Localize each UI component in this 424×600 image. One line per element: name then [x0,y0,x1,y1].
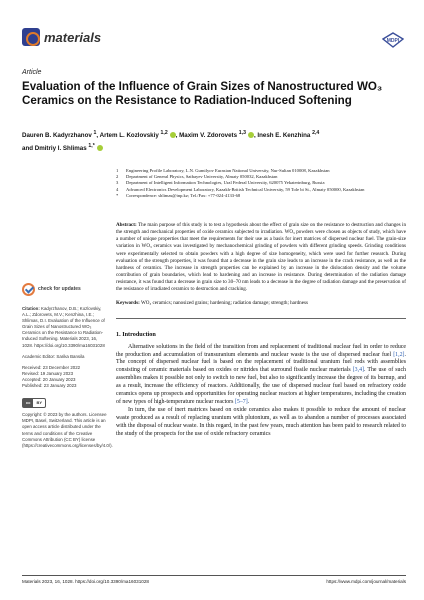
page-footer [22,575,406,584]
author[interactable]: Maxim V. Zdorovets $^{1,3}$ [179,130,246,140]
orcid-icon[interactable] [170,132,176,138]
affiliation-item: 1 Engineering Profile Laboratory, L.N. Gumilyov Eurasian National University, Nur-Sultan 010008, Kazakhstan [116,168,330,173]
footer-citation[interactable]: Materials 2023, 16, 1028. https://doi.org/10.3390/ma16031028 [22,579,149,584]
orcid-icon[interactable] [97,145,103,151]
publication-dates [22,365,108,389]
journal-logo [22,28,101,46]
section-heading: 1. Introduction [116,330,156,338]
author[interactable]: Artem L. Kozlovskiy $^{1,2}$ [99,130,168,140]
main-content [116,222,406,439]
author[interactable]: Dauren B. Kadyrzhanov $^1$ [22,130,97,140]
abstract: Abstract: The main purpose of this study is to test a hypothesis about the effect of grain size on the resistance to destruction and changes in the strength and mechanical properties of oxide ceramics subjected to irradiation. WO₃ powders were chosen as objects of study, which have a number of unique properties that meet the requirements for their use as a basis for inert matrices of dispersed nuclear fuel. The grain-size variation in WO₃ ceramics was investigated by mechanochemical grinding of powders with different grinding speeds. Grinding conditions were experimentally selected to obtain powders with a high degree of size homogeneity, which were used for further research. During evaluation of the strength properties, it was found that a decrease in the grain size leads to an increase in the crack resistance, as well as the hardness of ceramics. The increase in strength properties can be explained by an increase in the dislocation density and the volume contribution of grain boundaries, which lead to hardening and an increase in resistance. During determination of the radiation damage resistance, it was found that a decrease in grain size to 30–70 nm leads to a decrease in the degree of radiation damage and the preservation of the resistance of irradiated ceramics to destruction and cracking. [116,222,406,293]
article-type: Article [22,69,42,76]
paragraph: In turn, the use of inert matrices based on oxide ceramics also makes it possible to reduce the amount of nuclear waste produced as a result of replacing uranium with plutonium, as well as to abandon a number of processes associated with the disposal of nuclear waste. In this regard, in the past few years, much attention has been paid to research related to the study of the prospects for the use of oxide refractory ceramics [116,407,406,438]
author[interactable]: Inesh E. Kenzhina $^{2,4}$ [257,130,320,140]
affiliation-list [116,168,406,199]
author-list: Dauren B. Kadyrzhanov $^1$, Artem L. Kozlovskiy $^{1,2}$ , Maxim V. Zdorovets $^{1,3}$ , Inesh E. Kenzhina $^{2,4}$ and Dmitriy I. Shlimas $^{1,*}$ [22,130,320,153]
journal-name: materials [44,29,102,45]
author[interactable]: Dmitriy I. Shlimas $^{1,*}$ [34,143,95,153]
date-revised: Revised: 19 January 2023 [22,370,74,376]
materials-logo-icon [22,28,40,46]
citation-link[interactable]: [3,4] [352,367,365,374]
date-received: Received: 23 December 2022 [22,364,81,370]
page-header [22,24,406,54]
affiliation-item: 3 Department of Intelligent Information Technologies, Ural Federal University, 620075 Yekaterinburg, Russia [116,180,325,186]
divider [116,318,406,319]
citation-block: Citation: Kadyrzhanov, D.B.; Kozlovskiy, A.L.; Zdorovets, M.V.; Kenzhina, I.E.; Shlimas, D.I. Evaluation of the Influence of Grain Sizes of Nanostructured WO₃ Ceramics on the Resistance to Radiation-Induced Softening. Materials 2023, 16, 1028. https://doi.org/10.3390/ma16031028 [22,306,105,348]
academic-editor: Academic Editor: Sarika Bansila [22,353,85,359]
article-sidebar [22,283,113,454]
check-updates-icon [22,283,35,296]
check-for-updates-button[interactable]: check for updates [22,283,108,296]
paragraph: Alternative solutions in the field of the transition from and replacement of traditional nuclear fuel in order to reduce the production and accumulation of transuranium elements and nuclear waste is the use of dispersed nuclear fuel [1,2]. The concept of dispersed nuclear fuel is based on the replacement of traditional uranium fuel rods with assemblies consisting of ceramic materials based on oxides or nitrides that surround fissile nuclear materials [3,4]. The use of such assemblies makes it possible not only to switch to new fuel, but also to significantly increase the degree of its burnup, and as a result, increase the efficiency of reactors. Additionally, the use of dispersed nuclear fuel based on refractory oxide ceramics opens up prospects and opportunities for operating nuclear reactors at higher temperatures, including the creation of new types of high-temperature nuclear reactors [5–7]. [116,343,406,406]
mdpi-logo-icon [382,32,404,48]
citation-link[interactable]: [5–7] [234,399,248,406]
cc-by-license-icon[interactable]: cc BY [22,398,46,408]
date-published: Published: 23 January 2023 [22,383,77,389]
keywords: Keywords: WO₃ ceramics; nanosized grains; hardening; radiation damage; strength; hardness [116,299,308,306]
orcid-icon[interactable] [248,132,254,138]
correspondence: * Correspondence: shlimas@inp.kz; Tel./Fax: +77-024-4133-68 [116,192,241,198]
journal-url[interactable]: https://www.mdpi.com/journal/materials [326,579,406,584]
copyright-notice: Copyright: © 2023 by the authors. Licensee MDPI, Basel, Switzerland. This article is an open access article distributed under the terms and conditions of the Creative Commons Attribution (CC BY) license (https://creativecommons.org/licenses/by/4.0/). [22,412,113,448]
affiliation-item: 4 Advanced Electronics Development Laboratory, Kazakh-British Technical University, 59 Tole bi St., Almaty 050000, Kazakhstan [116,186,365,192]
affiliation-item: 2 Department of General Physics, Satbayev University, Almaty 050032, Kazakhstan [116,174,278,180]
paper-title: Evaluation of the Influence of Grain Sizes of Nanostructured WO₃ Ceramics on the Resistance to Radiation-Induced Softening [22,80,383,107]
date-accepted: Accepted: 20 January 2023 [22,376,76,382]
citation-link[interactable]: [1,2] [393,351,405,358]
publisher-name: MDPI [386,38,400,44]
